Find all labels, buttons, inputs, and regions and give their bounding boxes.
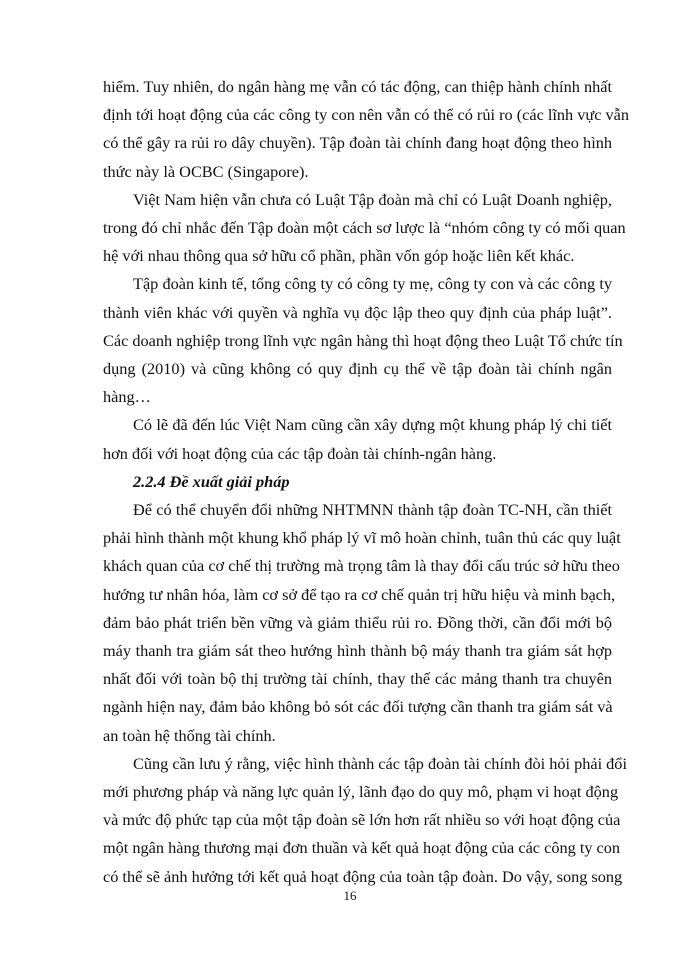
text-line: một ngân hàng thương mại đơn thuần và kết quả hoạt động của các công ty con (103, 838, 621, 858)
text-line: có thể gây ra rủi ro dây chuyền). Tập đoàn tài chính đang hoạt động theo hình (103, 133, 612, 153)
body-text (103, 73, 630, 891)
text-line: nhất đối với toàn bộ thị trường tài chính, thay thế các mảng thanh tra chuyên (103, 669, 612, 689)
page-number: 16 (343, 888, 357, 903)
section-heading: 2.2.4 Đề xuất giải pháp (133, 471, 290, 491)
text-line: đảm bảo phát triển bền vững và giảm thiểu rủi ro. Đồng thời, cần đổi mới bộ (103, 612, 612, 632)
text-line: ngành hiện nay, đảm bảo không bỏ sót các đối tượng cần thanh tra giám sát và (103, 697, 613, 717)
text-line: hàng… (103, 387, 151, 407)
text-line: Cũng cần lưu ý rằng, việc hình thành các tập đoàn tài chính đòi hỏi phải đổi (133, 753, 627, 773)
text-line: hướng tư nhân hóa, làm cơ sở để tạo ra cơ chế quản trị hữu hiệu và minh bạch, (103, 584, 616, 604)
text-line: an toàn hệ thống tài chính. (103, 725, 276, 745)
text-line: Tập đoàn kinh tế, tổng công ty có công ty mẹ, công ty con và các công ty (133, 274, 612, 294)
text-line: và mức độ phức tạp của một tập đoàn sẽ lớn hơn rất nhiều so với hoạt động của (103, 810, 621, 830)
text-line: khách quan của cơ chế thị trường mà trọng tâm là thay đổi cấu trúc sở hữu theo (103, 556, 620, 576)
text-line: Để có thể chuyển đổi những NHTMNN thành tập đoàn TC-NH, cần thiết (133, 500, 612, 520)
text-line: thành viên khác với quyền và nghĩa vụ độc lập theo quy định của pháp luật”. (103, 302, 612, 322)
text-line: Việt Nam hiện vẫn chưa có Luật Tập đoàn mà chỉ có Luật Doanh nghiệp, (133, 189, 612, 209)
text-line: hơn đối với hoạt động của các tập đoàn tài chính-ngân hàng. (103, 443, 497, 463)
text-line: Có lẽ đã đến lúc Việt Nam cũng cần xây dựng một khung pháp lý chi tiết (133, 415, 612, 435)
text-line: hiểm. Tuy nhiên, do ngân hàng mẹ vẫn có tác động, can thiệp hành chính nhất (103, 77, 612, 96)
text-line: thức này là OCBC (Singapore). (103, 161, 309, 181)
text-line: máy thanh tra giám sát theo hướng hình thành bộ máy thanh tra giám sát hợp (103, 641, 612, 661)
text-line: dụng (2010) và cũng không có quy định cụ thể về tập đoàn tài chính ngân (103, 359, 612, 379)
text-line: Các doanh nghiệp trong lĩnh vực ngân hàng thì hoạt động theo Luật Tổ chức tín (103, 330, 623, 350)
text-line: có thể sẽ ảnh hưởng tới kết quả hoạt động của toàn tập đoàn. Do vậy, song song (103, 866, 623, 886)
text-line: trong đó chỉ nhắc đến Tập đoàn một cách sơ lược là “nhóm công ty có mối quan (103, 218, 626, 238)
text-line: phải hình thành một khung khổ pháp lý vĩ mô hoàn chỉnh, tuân thủ các quy luật (103, 528, 621, 548)
text-line: định tới hoạt động của các công ty con nên vẫn có thể có rủi ro (các lĩnh vực vẫn (103, 105, 630, 125)
text-line: hệ với nhau thông qua sở hữu cổ phần, phần vốn góp hoặc liên kết khác. (103, 246, 575, 266)
text-line: mới phương pháp và năng lực quản lý, lãnh đạo do quy mô, phạm vi hoạt động (103, 782, 619, 802)
